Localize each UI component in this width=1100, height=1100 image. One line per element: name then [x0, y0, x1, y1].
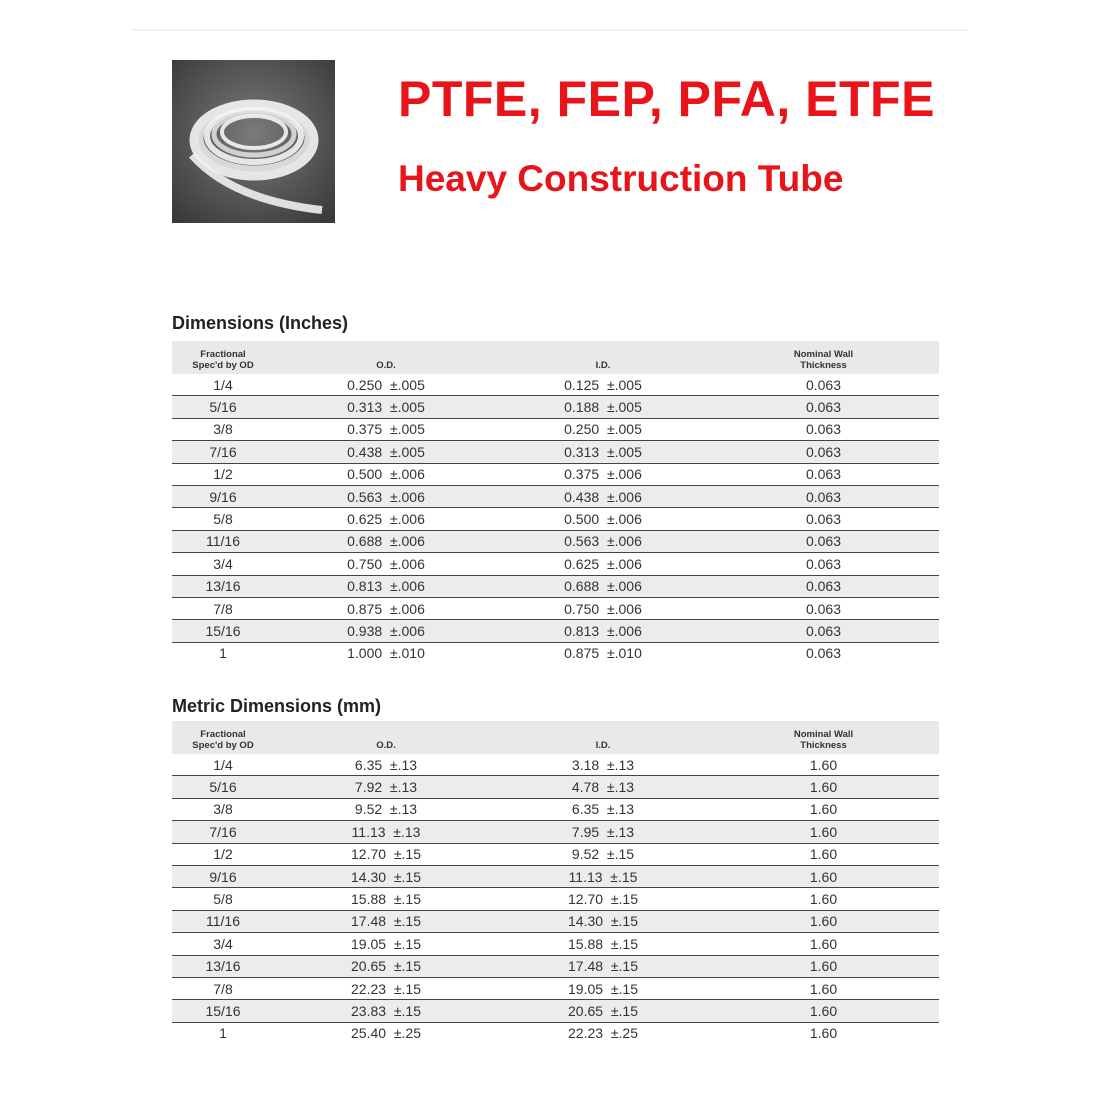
cell-fractional: 5/8	[213, 511, 233, 528]
table-row	[172, 776, 939, 798]
cell-fractional: 1	[219, 645, 227, 662]
cell-od: 9.52 ±.13	[354, 801, 418, 818]
cell-id: 20.65 ±.15	[498, 1000, 708, 1022]
table-row	[172, 821, 939, 843]
cell-id: 0.188 ±.005	[498, 396, 708, 418]
cell-od: 0.438 ±.005	[274, 441, 498, 463]
cell-od: 12.70 ±.15	[351, 846, 421, 863]
cell-id: 0.313 ±.005	[498, 441, 708, 463]
cell-wall-thickness: 0.063	[708, 575, 939, 597]
page-title: PTFE, FEP, PFA, ETFE	[398, 71, 935, 127]
table-row	[172, 418, 939, 440]
cell-wall-thickness: 1.60	[708, 821, 939, 843]
cell-fractional: 11/16	[172, 530, 274, 552]
cell-wall-thickness: 1.60	[708, 1000, 939, 1022]
cell-wall-thickness: 1.60	[708, 776, 939, 798]
cell-od: 19.05 ±.15	[351, 935, 421, 952]
cell-fractional: 7/8	[213, 980, 233, 997]
header-line: Thickness	[800, 740, 847, 751]
table-row	[172, 374, 939, 396]
table-row	[172, 955, 939, 977]
metric-dimensions-table	[172, 721, 939, 1044]
cell-od: 0.250 ±.005	[347, 376, 425, 393]
cell-wall-thickness: 1.60	[809, 756, 838, 773]
cell-fractional: 13/16	[172, 955, 274, 977]
table-row	[172, 754, 939, 776]
cell-wall-thickness: 0.063	[805, 555, 842, 572]
cell-wall-thickness: 0.063	[805, 421, 842, 438]
table-row	[172, 977, 939, 999]
table-row	[172, 1000, 939, 1022]
cell-od: 0.500 ±.006	[347, 466, 425, 483]
table-row	[172, 843, 939, 865]
column-header-id: I.D.	[498, 721, 708, 754]
cell-wall-thickness: 1.60	[809, 801, 838, 818]
cell-od: 0.938 ±.006	[274, 620, 498, 642]
cell-wall-thickness: 0.063	[805, 600, 842, 617]
cell-id: 3.18 ±.13	[571, 756, 635, 773]
cell-fractional: 5/16	[172, 776, 274, 798]
table-row	[172, 396, 939, 418]
cell-wall-thickness: 0.063	[708, 620, 939, 642]
cell-od: 11.13 ±.13	[274, 821, 498, 843]
cell-id: 0.813 ±.006	[498, 620, 708, 642]
metric-section-heading: Metric Dimensions (mm)	[172, 696, 382, 716]
cell-wall-thickness: 1.60	[809, 935, 838, 952]
table-row	[172, 865, 939, 887]
cell-fractional: 15/16	[172, 620, 274, 642]
table-row	[172, 888, 939, 910]
cell-od: 0.625 ±.006	[347, 511, 425, 528]
column-header-wall	[708, 341, 939, 374]
table-row	[172, 933, 939, 955]
cell-wall-thickness: 1.60	[708, 910, 939, 932]
cell-fractional: 5/8	[213, 891, 233, 908]
cell-id: 0.250 ±.005	[564, 421, 642, 438]
cell-id: 14.30 ±.15	[498, 910, 708, 932]
cell-id: 15.88 ±.15	[568, 935, 638, 952]
cell-id: 0.563 ±.006	[498, 530, 708, 552]
cell-id: 4.78 ±.13	[498, 776, 708, 798]
cell-od: 1.000 ±.010	[347, 645, 425, 662]
table-header-row	[172, 721, 939, 754]
cell-id: 0.750 ±.006	[564, 600, 642, 617]
column-header-fractional	[172, 721, 274, 754]
cell-fractional: 5/16	[172, 396, 274, 418]
cell-id: 0.438 ±.006	[498, 485, 708, 507]
cell-od: 0.813 ±.006	[274, 575, 498, 597]
table-header-row	[172, 341, 939, 374]
cell-fractional: 7/8	[213, 600, 233, 617]
table-row	[172, 575, 939, 597]
cell-id: 7.95 ±.13	[498, 821, 708, 843]
table-row	[172, 642, 939, 664]
cell-fractional: 13/16	[172, 575, 274, 597]
table-row	[172, 463, 939, 485]
cell-fractional: 1/2	[213, 466, 233, 483]
cell-wall-thickness: 1.60	[708, 865, 939, 887]
cell-od: 7.92 ±.13	[274, 776, 498, 798]
column-header-od: O.D.	[274, 341, 498, 374]
cell-od: 0.688 ±.006	[274, 530, 498, 552]
cell-wall-thickness: 0.063	[805, 511, 842, 528]
table-row	[172, 798, 939, 820]
cell-wall-thickness: 1.60	[809, 1025, 838, 1042]
header-line: Spec'd by OD	[192, 740, 254, 751]
cell-od: 15.88 ±.15	[351, 891, 421, 908]
table-row	[172, 441, 939, 463]
table-row	[172, 530, 939, 552]
cell-id: 0.625 ±.006	[564, 555, 642, 572]
cell-od: 20.65 ±.15	[274, 955, 498, 977]
tube-coil-photo	[172, 60, 335, 223]
cell-wall-thickness: 1.60	[809, 846, 838, 863]
cell-fractional: 7/16	[172, 441, 274, 463]
cell-id: 0.875 ±.010	[564, 645, 642, 662]
cell-wall-thickness: 0.063	[708, 441, 939, 463]
cell-wall-thickness: 0.063	[805, 645, 842, 662]
page-subtitle: Heavy Construction Tube	[398, 158, 844, 199]
cell-fractional: 7/16	[172, 821, 274, 843]
inches-dimensions-table	[172, 341, 939, 664]
header-line: Nominal Wall	[793, 349, 854, 360]
cell-od: 25.40 ±.25	[351, 1025, 421, 1042]
header-line: Nominal Wall	[793, 729, 854, 740]
cell-fractional: 1/2	[213, 846, 233, 863]
cell-id: 12.70 ±.15	[568, 891, 638, 908]
column-header-od: O.D.	[274, 721, 498, 754]
table-row	[172, 508, 939, 530]
cell-fractional: 1/4	[213, 376, 233, 393]
cell-od: 17.48 ±.15	[274, 910, 498, 932]
cell-wall-thickness: 0.063	[805, 466, 842, 483]
header-line: Fractional	[200, 729, 246, 740]
cell-fractional: 1/4	[213, 756, 233, 773]
table-row	[172, 1022, 939, 1044]
cell-fractional: 15/16	[172, 1000, 274, 1022]
column-header-wall	[708, 721, 939, 754]
cell-id: 22.23 ±.25	[568, 1025, 638, 1042]
cell-wall-thickness: 1.60	[809, 891, 838, 908]
cell-fractional: 11/16	[172, 910, 274, 932]
cell-wall-thickness: 1.60	[708, 955, 939, 977]
cell-id: 0.688 ±.006	[498, 575, 708, 597]
cell-id: 19.05 ±.15	[568, 980, 638, 997]
cell-fractional: 9/16	[172, 485, 274, 507]
header-line: Thickness	[800, 360, 847, 371]
cell-id: 11.13 ±.15	[498, 865, 708, 887]
table-row	[172, 597, 939, 619]
table-row	[172, 553, 939, 575]
cell-fractional: 3/4	[213, 555, 233, 572]
cell-id: 9.52 ±.15	[571, 846, 635, 863]
cell-od: 0.375 ±.005	[347, 421, 425, 438]
inches-section-heading: Dimensions (Inches)	[172, 313, 349, 333]
cell-od: 0.313 ±.005	[274, 396, 498, 418]
cell-id: 17.48 ±.15	[498, 955, 708, 977]
table-row	[172, 485, 939, 507]
top-divider	[133, 29, 967, 31]
table-row	[172, 620, 939, 642]
cell-od: 0.750 ±.006	[347, 555, 425, 572]
cell-fractional: 3/8	[213, 801, 233, 818]
header-line: Fractional	[200, 349, 246, 360]
cell-id: 0.375 ±.006	[564, 466, 642, 483]
column-header-id: I.D.	[498, 341, 708, 374]
cell-od: 23.83 ±.15	[274, 1000, 498, 1022]
cell-id: 0.500 ±.006	[564, 511, 642, 528]
column-header-fractional	[172, 341, 274, 374]
cell-wall-thickness: 0.063	[708, 396, 939, 418]
cell-fractional: 3/4	[213, 935, 233, 952]
cell-od: 22.23 ±.15	[351, 980, 421, 997]
cell-id: 0.125 ±.005	[564, 376, 642, 393]
cell-wall-thickness: 0.063	[708, 530, 939, 552]
cell-od: 0.563 ±.006	[274, 485, 498, 507]
cell-wall-thickness: 0.063	[805, 376, 842, 393]
header-line: Spec'd by OD	[192, 360, 254, 371]
cell-id: 6.35 ±.13	[571, 801, 635, 818]
cell-wall-thickness: 0.063	[708, 485, 939, 507]
table-row	[172, 910, 939, 932]
cell-fractional: 3/8	[213, 421, 233, 438]
tube-coil-image	[172, 60, 335, 223]
cell-fractional: 1	[219, 1025, 227, 1042]
cell-fractional: 9/16	[172, 865, 274, 887]
cell-od: 14.30 ±.15	[274, 865, 498, 887]
cell-wall-thickness: 1.60	[809, 980, 838, 997]
cell-od: 6.35 ±.13	[354, 756, 418, 773]
cell-od: 0.875 ±.006	[347, 600, 425, 617]
